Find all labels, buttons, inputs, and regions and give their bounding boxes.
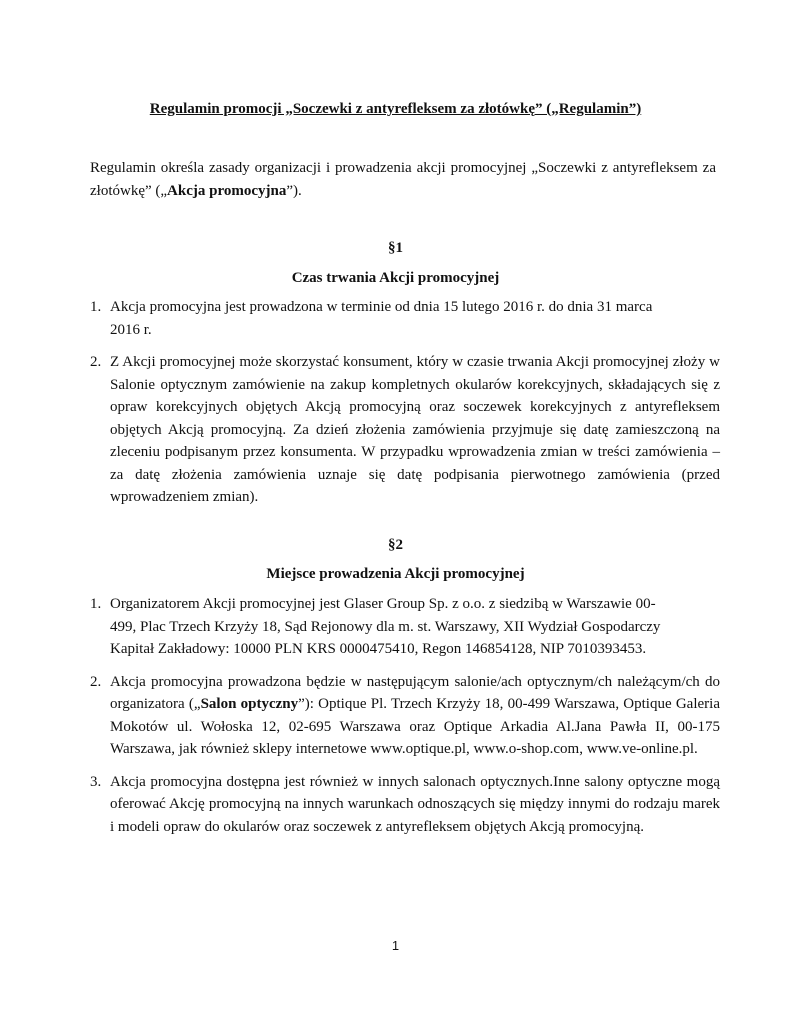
intro-paragraph: [90, 157, 716, 202]
list-item-number: 3.: [90, 773, 102, 790]
list-item-text: [110, 671, 720, 761]
list-item-number: 1.: [90, 596, 102, 612]
list-item-text: Z Akcji promocyjnej może skorzystać konsument, który w czasie trwania Akcji promocyjnej złoży w Salonie optycznym zamówienie na zakup kompletnych okularów korekcyjnych, składających się z opraw korekcyjnych objętych Akcją promocyjną oraz soczewek korekcyjnych z antyrefleksem objętych Akcją promocyjną. Za dzień złożenia zamówienia przyjmuje się datę zamieszczoną na zleceniu podpisanym przez konsumenta. W przypadku wprowadzenia zmian w treści zamówienia – za datę złożenia zamówienia uznaje się datę podpisania pierwotnego zamówienia (przed wprowadzeniem zmian).: [110, 354, 720, 505]
list-item-number: 1.: [90, 299, 102, 315]
list-item-bold-term: Salon optyczny: [200, 696, 299, 712]
list-item: [90, 593, 720, 661]
list-item: [90, 351, 720, 509]
list-item-text-end: ”): Optique Pl. Trzech Krzyży 18, 00-499 Warszawa, Optique Galeria Mokotów ul. Wołoska 12, 02-695 Warszawa oraz Optique Arkadia Al.Jana Pawła II, 00-175 Warszawa, jak również sklepy internetowe www.optique.pl, www.o-shop.com, www.ve-online.pl.: [110, 696, 720, 757]
list-item-text: Organizatorem Akcji promocyjnej jest Glaser Group Sp. z o.o. z siedzibą w Warszawie 00-499, Plac Trzech Krzyży 18, Sąd Rejonowy dla m. st. Warszawy, XII Wydział Gospodarczy Kapitał Zakładowy: 10000 PLN KRS 0000475410, Regon 146854128, NIP 7010393453.: [110, 596, 661, 657]
intro-text-start: Regulamin określa zasady organizacji i prowadzenia akcji promocyjnej „Soczewki z antyrefleksem za złotówkę” („: [90, 160, 716, 199]
section-1-title: Czas trwania Akcji promocyjnej: [291, 270, 500, 286]
section-1-list: [90, 296, 720, 519]
intro-bold-term: Akcja promocyjna: [167, 182, 287, 199]
section-2-number: §2: [388, 537, 403, 553]
list-item: [90, 671, 720, 761]
section-1-number: §1: [388, 240, 403, 256]
list-item-text: Akcja promocyjna dostępna jest również w innych salonach optycznych.Inne salony optyczne mogą oferować Akcję promocyjną na innych warunkach odnoszących się między innymi do rodzaju marek i modeli opraw do okularów oraz soczewek z antyrefleksem objętych Akcją promocyjną.: [110, 773, 720, 835]
list-item: [90, 771, 720, 839]
list-item-text: Akcja promocyjna jest prowadzona w terminie od dnia 15 lutego 2016 r. do dnia 31 marca 2016 r.: [110, 299, 653, 338]
list-item-number: 2.: [90, 354, 102, 370]
list-item-text-start: Akcja promocyjna prowadzona będzie w następującym salonie/ach optycznym/ch należącym/ch do organizatora („: [110, 673, 720, 712]
list-item-number: 2.: [90, 673, 102, 690]
section-2-list: [90, 593, 720, 848]
document-title: Regulamin promocji „Soczewki z antyrefleksem za złotówkę” („Regulamin”): [149, 101, 642, 117]
intro-text-end: ”).: [286, 182, 302, 199]
section-2-title: Miejsce prowadzenia Akcji promocyjnej: [266, 566, 525, 582]
page-number: 1: [391, 938, 400, 953]
list-item: [90, 296, 720, 341]
